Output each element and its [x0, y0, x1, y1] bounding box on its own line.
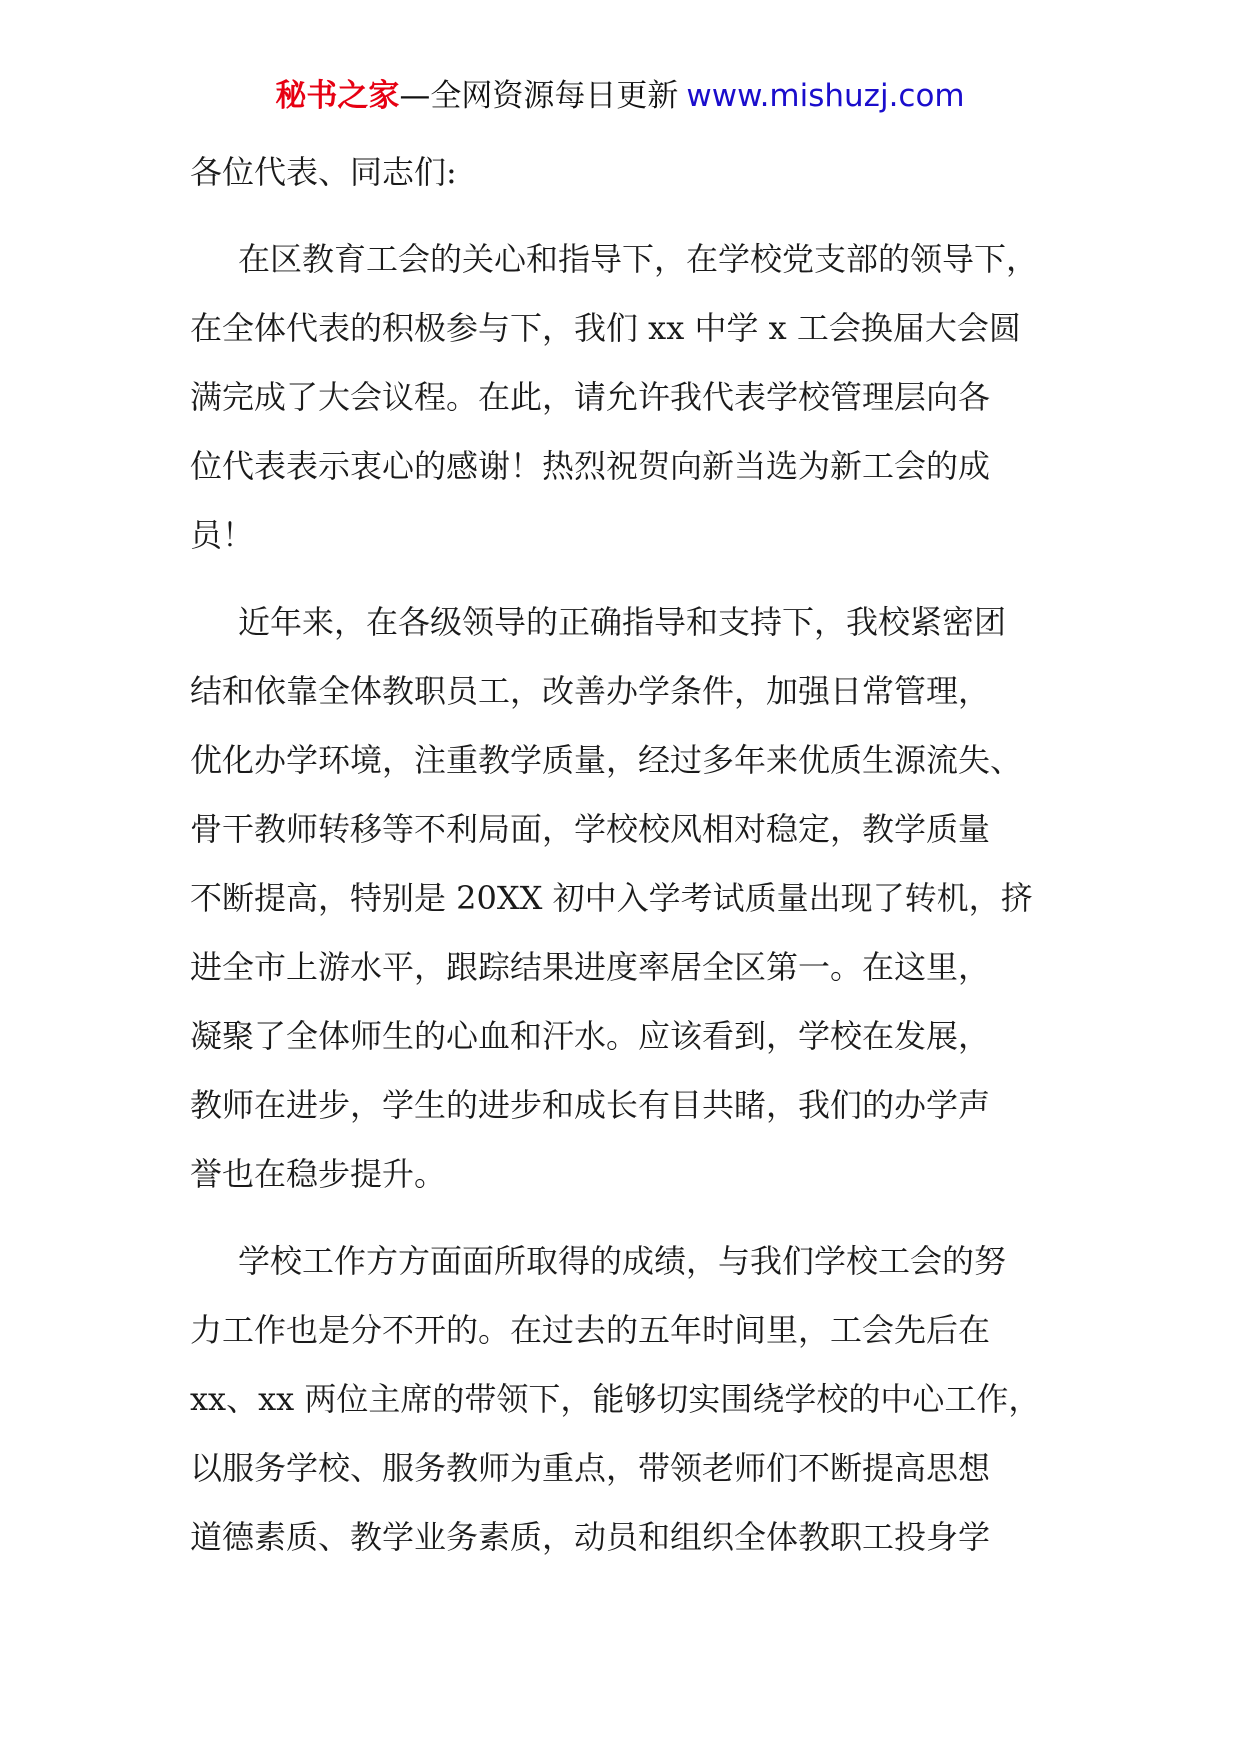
paragraph-line: 教师在进步，学生的进步和成长有目共睹，我们的办学声 — [190, 1086, 991, 1124]
paragraph-3 — [190, 1227, 1060, 1572]
paragraph-line: 以服务学校、服务教师为重点，带领老师们不断提高思想 — [190, 1449, 991, 1487]
paragraph-gap — [190, 570, 1060, 588]
paragraph-2 — [190, 588, 1060, 1209]
website-link[interactable]: www.mishuzj.com — [686, 78, 965, 114]
paragraph-line: 员！ — [190, 516, 255, 554]
paragraph-line: 满完成了大会议程。在此，请允许我代表学校管理层向各 — [190, 378, 991, 416]
page-header — [0, 72, 1240, 120]
paragraph-line: 誉也在稳步提升。 — [190, 1155, 447, 1193]
paragraph-line: 位代表表示衷心的感谢！热烈祝贺向新当选为新工会的成 — [190, 447, 991, 485]
document-body — [190, 138, 1060, 1572]
paragraph-line: 近年来，在各级领导的正确指导和支持下，我校紧密团 — [238, 603, 1007, 641]
paragraph-1 — [190, 225, 1060, 570]
paragraph-line: 在区教育工会的关心和指导下，在学校党支部的领导下， — [238, 240, 1039, 278]
paragraph-line: 骨干教师转移等不利局面，学校校风相对稳定，教学质量 — [190, 810, 991, 848]
paragraph-line: 在全体代表的积极参与下，我们 xx 中学 x 工会换届大会圆 — [190, 309, 1021, 347]
paragraph-line: 不断提高，特别是 20XX 初中入学考试质量出现了转机，挤 — [190, 879, 1033, 917]
paragraph-gap — [190, 207, 1060, 225]
paragraph-line: 优化办学环境，注重教学质量，经过多年来优质生源流失、 — [190, 741, 1023, 779]
paragraph-line: 学校工作方方面面所取得的成绩，与我们学校工会的努 — [238, 1242, 1007, 1280]
paragraph-line: 凝聚了全体师生的心血和汗水。应该看到，学校在发展， — [190, 1017, 991, 1055]
salutation: 各位代表、同志们: — [190, 153, 457, 191]
paragraph-line: 进全市上游水平，跟踪结果进度率居全区第一。在这里， — [190, 948, 991, 986]
paragraph-line: 结和依靠全体教职员工，改善办学条件，加强日常管理， — [190, 672, 991, 710]
paragraph-gap — [190, 1209, 1060, 1227]
header-tagline: —全网资源每日更新 — [399, 78, 679, 114]
paragraph-line: 道德素质、教学业务素质，动员和组织全体教职工投身学 — [190, 1518, 991, 1556]
paragraph-line: 力工作也是分不开的。在过去的五年时间里，工会先后在 — [190, 1311, 991, 1349]
brand-name: 秘书之家 — [275, 78, 400, 114]
paragraph-line: xx、xx 两位主席的带领下，能够切实围绕学校的中心工作， — [190, 1380, 1041, 1418]
